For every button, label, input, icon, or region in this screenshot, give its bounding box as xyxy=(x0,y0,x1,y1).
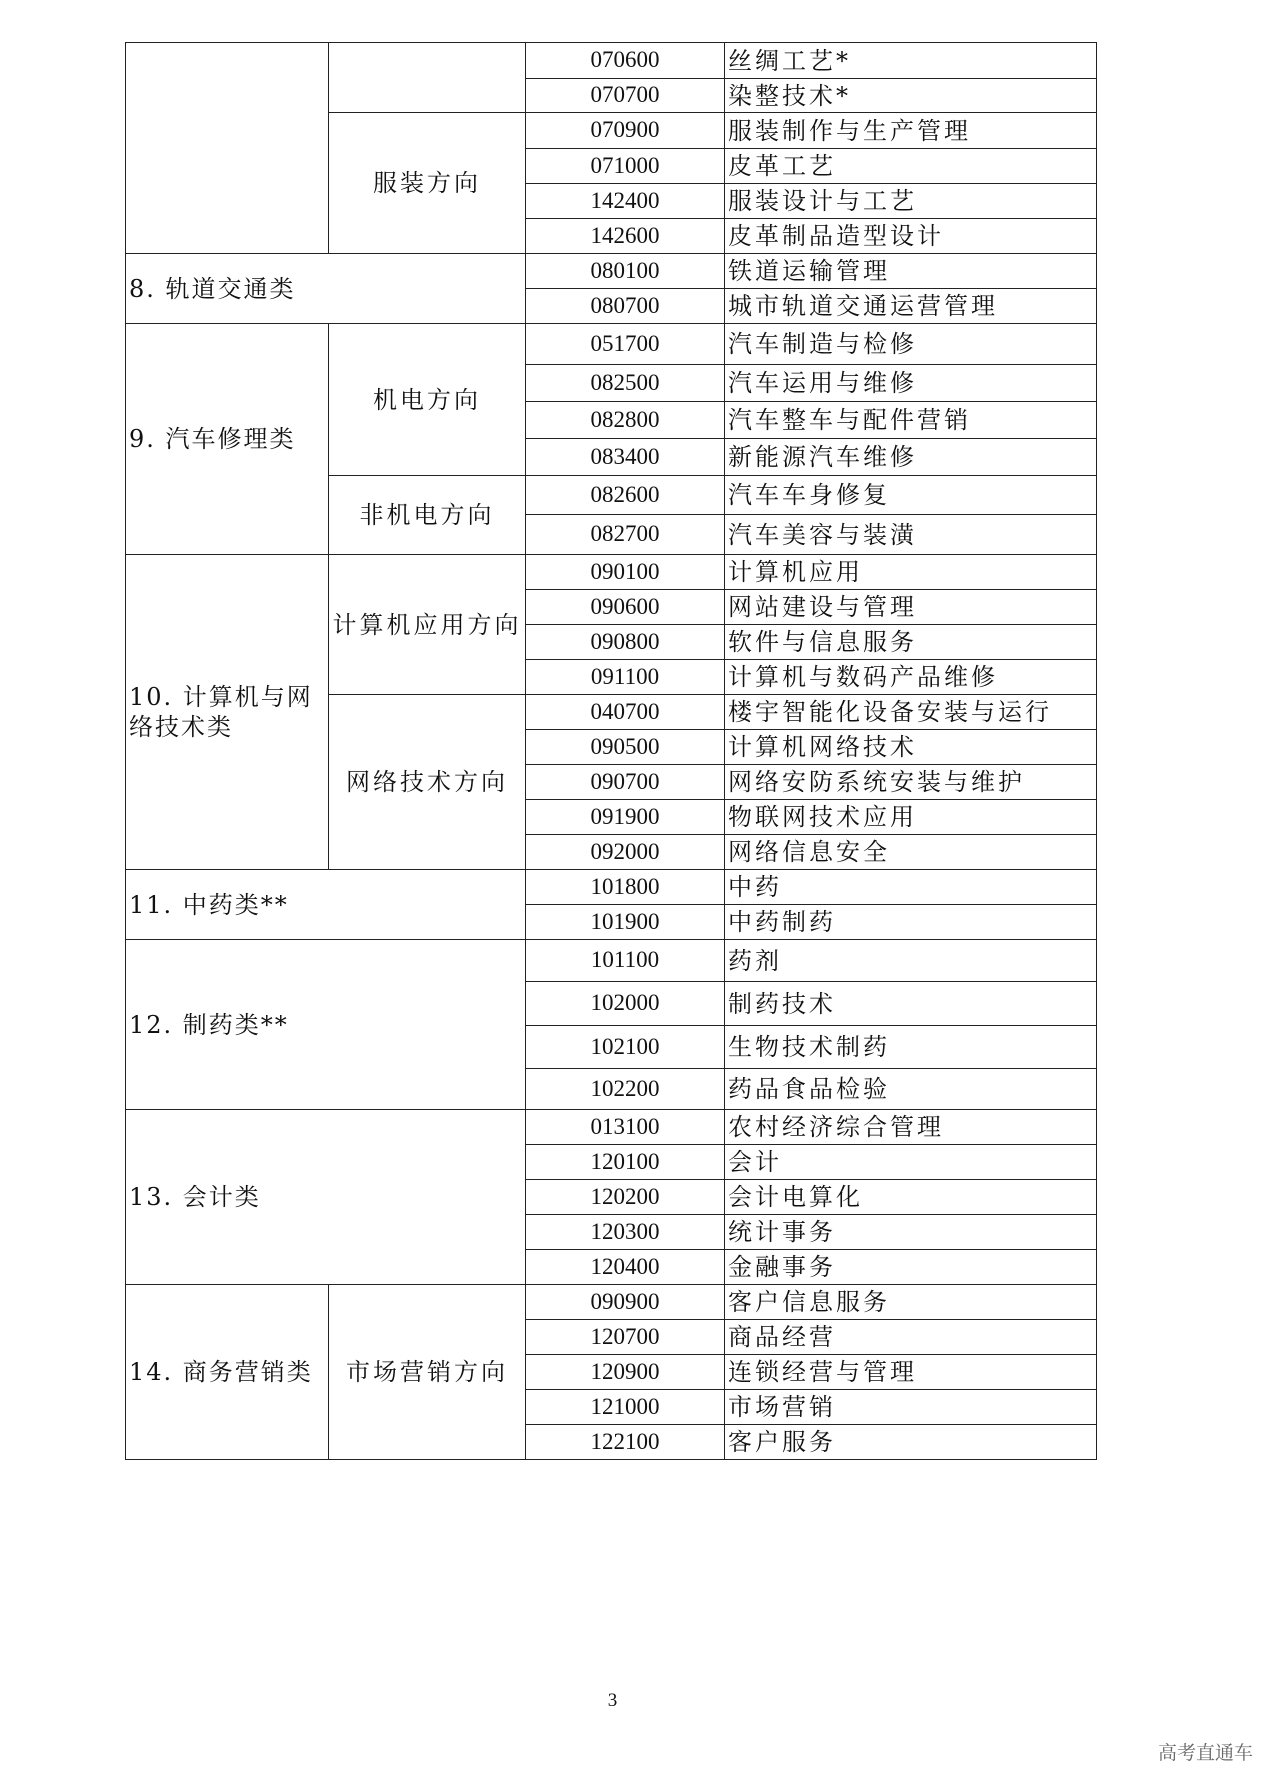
specialty-code: 142400 xyxy=(526,184,725,219)
specialty-code: 082700 xyxy=(526,515,725,555)
specialty-code: 090700 xyxy=(526,765,725,800)
direction-cell: 非机电方向 xyxy=(329,476,526,555)
specialty-name: 网络安防系统安装与维护 xyxy=(725,765,1097,800)
specialty-name: 市场营销 xyxy=(725,1390,1097,1425)
specialty-name: 客户服务 xyxy=(725,1425,1097,1460)
specialty-name: 生物技术制药 xyxy=(725,1026,1097,1069)
specialty-code: 090500 xyxy=(526,730,725,765)
category-cell xyxy=(126,43,329,254)
specialty-name: 皮革工艺 xyxy=(725,149,1097,184)
specialty-name: 制药技术 xyxy=(725,982,1097,1026)
specialty-name: 药剂 xyxy=(725,940,1097,982)
specialty-name: 新能源汽车维修 xyxy=(725,439,1097,476)
specialty-name: 皮革制品造型设计 xyxy=(725,219,1097,254)
specialty-name: 统计事务 xyxy=(725,1215,1097,1250)
category-cell: 10. 计算机与网络技术类 xyxy=(126,555,329,870)
table-row xyxy=(126,324,1097,365)
table-row xyxy=(126,1285,1097,1320)
specialty-code: 122100 xyxy=(526,1425,725,1460)
table-row xyxy=(126,870,1097,905)
specialty-code: 101900 xyxy=(526,905,725,940)
specialty-code: 083400 xyxy=(526,439,725,476)
specialty-name: 汽车美容与装潢 xyxy=(725,515,1097,555)
specialty-name: 服装设计与工艺 xyxy=(725,184,1097,219)
specialty-code: 102000 xyxy=(526,982,725,1026)
specialty-name: 网站建设与管理 xyxy=(725,590,1097,625)
specialty-code: 120900 xyxy=(526,1355,725,1390)
specialty-code: 040700 xyxy=(526,695,725,730)
direction-cell: 市场营销方向 xyxy=(329,1285,526,1460)
watermark: 高考直通车 xyxy=(1157,1742,1253,1764)
category-cell: 14. 商务营销类 xyxy=(126,1285,329,1460)
specialty-code: 092000 xyxy=(526,835,725,870)
specialty-table xyxy=(125,42,1097,1460)
category-cell: 9. 汽车修理类 xyxy=(126,324,329,555)
specialty-name: 金融事务 xyxy=(725,1250,1097,1285)
category-cell: 11. 中药类** xyxy=(126,870,526,940)
specialty-name: 染整技术* xyxy=(725,79,1097,113)
specialty-name: 计算机网络技术 xyxy=(725,730,1097,765)
table-row xyxy=(126,43,1097,79)
direction-cell: 服装方向 xyxy=(329,113,526,254)
specialty-name: 汽车运用与维修 xyxy=(725,365,1097,402)
specialty-name: 汽车车身修复 xyxy=(725,476,1097,515)
specialty-code: 120700 xyxy=(526,1320,725,1355)
specialty-code: 082800 xyxy=(526,402,725,439)
specialty-name: 农村经济综合管理 xyxy=(725,1110,1097,1145)
category-cell: 12. 制药类** xyxy=(126,940,526,1110)
specialty-name: 商品经营 xyxy=(725,1320,1097,1355)
specialty-name: 物联网技术应用 xyxy=(725,800,1097,835)
specialty-code: 090100 xyxy=(526,555,725,590)
specialty-name: 城市轨道交通运营管理 xyxy=(725,289,1097,324)
direction-cell: 计算机应用方向 xyxy=(329,555,526,695)
specialty-code: 090800 xyxy=(526,625,725,660)
category-cell: 13. 会计类 xyxy=(126,1110,526,1285)
specialty-code: 082600 xyxy=(526,476,725,515)
specialty-code: 120200 xyxy=(526,1180,725,1215)
specialty-code: 013100 xyxy=(526,1110,725,1145)
specialty-code: 120100 xyxy=(526,1145,725,1180)
page-number: 3 xyxy=(607,1690,618,1711)
table-row xyxy=(126,555,1097,590)
table-body xyxy=(126,43,1097,1460)
specialty-name: 软件与信息服务 xyxy=(725,625,1097,660)
specialty-code: 102100 xyxy=(526,1026,725,1069)
specialty-code: 091100 xyxy=(526,660,725,695)
specialty-name: 药品食品检验 xyxy=(725,1069,1097,1110)
specialty-name: 会计电算化 xyxy=(725,1180,1097,1215)
direction-cell: 网络技术方向 xyxy=(329,695,526,870)
specialty-code: 101800 xyxy=(526,870,725,905)
specialty-code: 090900 xyxy=(526,1285,725,1320)
specialty-code: 091900 xyxy=(526,800,725,835)
specialty-code: 101100 xyxy=(526,940,725,982)
direction-cell: 机电方向 xyxy=(329,324,526,476)
specialty-code: 080700 xyxy=(526,289,725,324)
specialty-code: 051700 xyxy=(526,324,725,365)
specialty-code: 102200 xyxy=(526,1069,725,1110)
specialty-name: 铁道运输管理 xyxy=(725,254,1097,289)
table-row xyxy=(126,940,1097,982)
specialty-name: 网络信息安全 xyxy=(725,835,1097,870)
specialty-name: 中药制药 xyxy=(725,905,1097,940)
specialty-name: 丝绸工艺* xyxy=(725,43,1097,79)
specialty-name: 连锁经营与管理 xyxy=(725,1355,1097,1390)
specialty-name: 中药 xyxy=(725,870,1097,905)
specialty-code: 071000 xyxy=(526,149,725,184)
specialty-name: 楼宇智能化设备安装与运行 xyxy=(725,695,1097,730)
specialty-code: 070900 xyxy=(526,113,725,149)
specialty-name: 汽车整车与配件营销 xyxy=(725,402,1097,439)
specialty-code: 082500 xyxy=(526,365,725,402)
specialty-code: 121000 xyxy=(526,1390,725,1425)
specialty-name: 汽车制造与检修 xyxy=(725,324,1097,365)
category-cell: 8. 轨道交通类 xyxy=(126,254,526,324)
specialty-name: 计算机应用 xyxy=(725,555,1097,590)
specialty-code: 070700 xyxy=(526,79,725,113)
direction-cell xyxy=(329,43,526,113)
specialty-name: 客户信息服务 xyxy=(725,1285,1097,1320)
specialty-code: 142600 xyxy=(526,219,725,254)
table-row xyxy=(126,254,1097,289)
specialty-name: 会计 xyxy=(725,1145,1097,1180)
specialty-name: 计算机与数码产品维修 xyxy=(725,660,1097,695)
table-row xyxy=(126,1110,1097,1145)
specialty-code: 090600 xyxy=(526,590,725,625)
specialty-name: 服装制作与生产管理 xyxy=(725,113,1097,149)
specialty-code: 080100 xyxy=(526,254,725,289)
specialty-code: 120300 xyxy=(526,1215,725,1250)
specialty-code: 070600 xyxy=(526,43,725,79)
specialty-code: 120400 xyxy=(526,1250,725,1285)
